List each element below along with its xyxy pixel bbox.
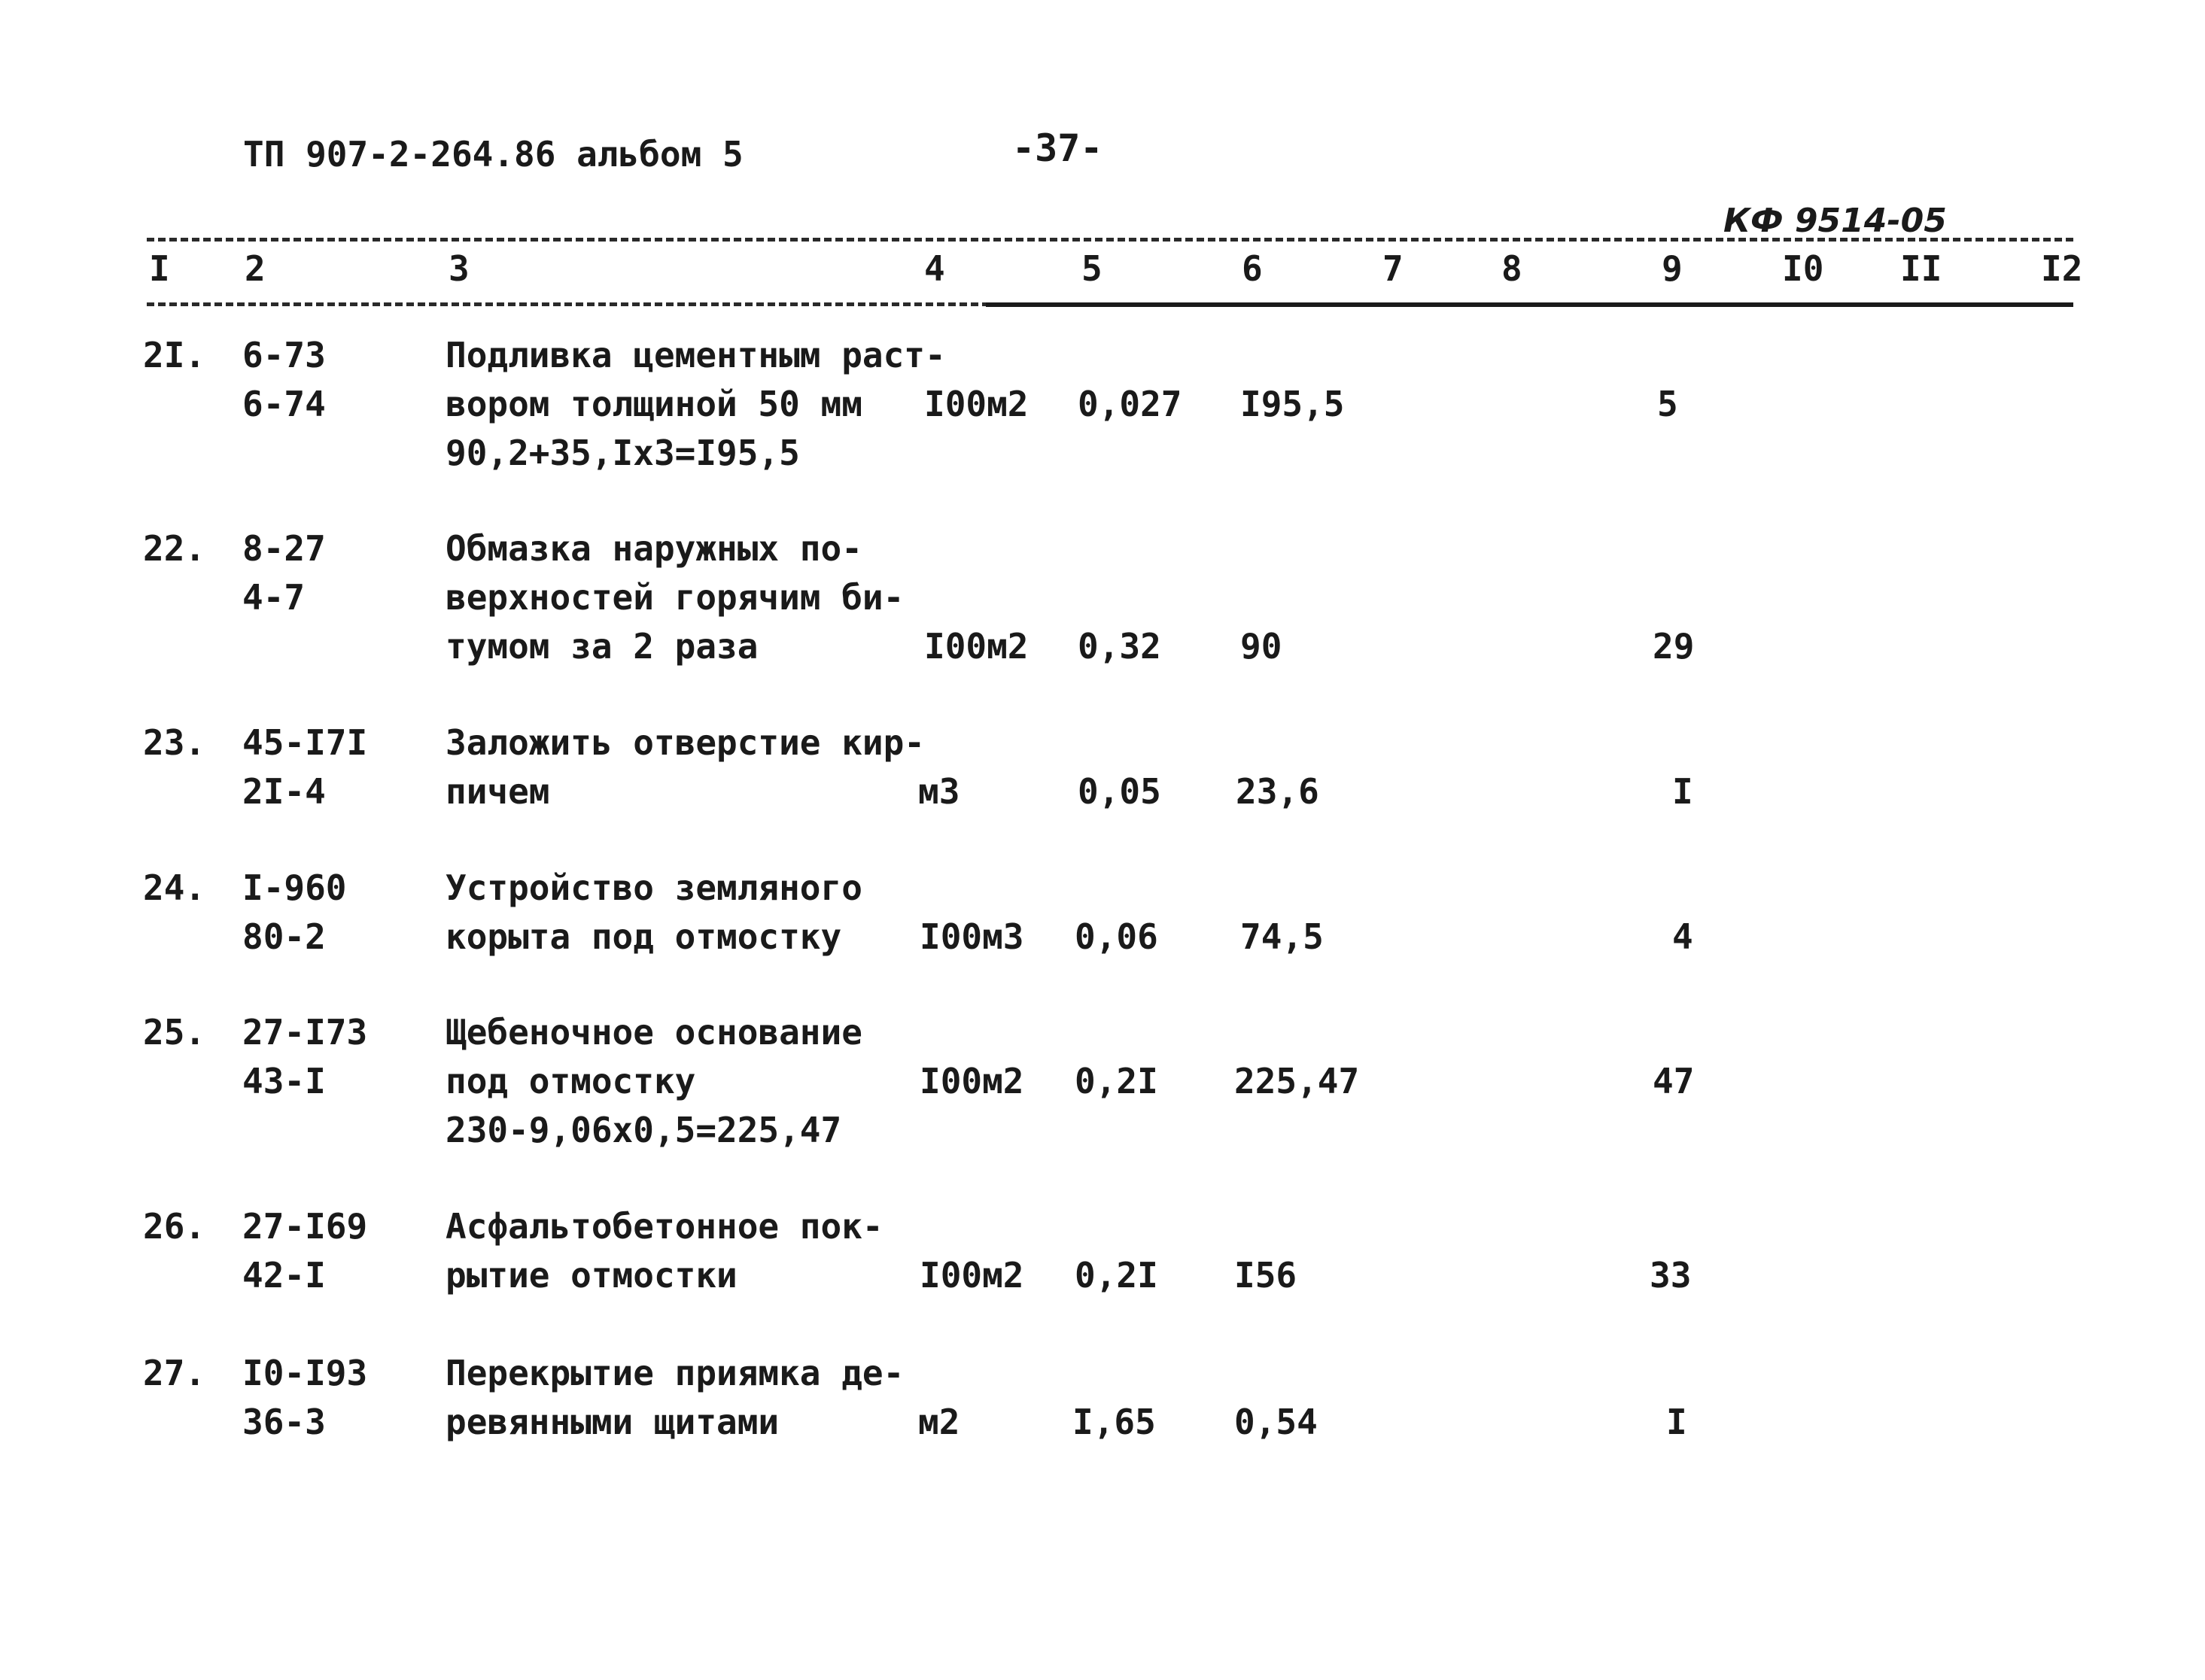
header-rule-right [986, 302, 2073, 307]
column-header: 6 [1242, 248, 1263, 289]
norm-code: 43-I [242, 1061, 326, 1101]
column-header: 2 [245, 248, 266, 289]
work-description [446, 1008, 862, 1155]
document-reference: ТП 907-2-264.86 альбом 5 [243, 134, 744, 175]
column-6-value: 74,5 [1240, 916, 1324, 957]
norm-code: I0-I93 [242, 1353, 368, 1393]
column-header: 4 [924, 248, 945, 289]
norm-code: 80-2 [242, 916, 326, 957]
quantity: 0,027 [1078, 384, 1182, 424]
description-line: Устройство земляного [446, 867, 862, 908]
norm-code: 6-73 [242, 335, 326, 375]
column-6-value: 23,6 [1236, 771, 1319, 812]
column-header: 7 [1382, 248, 1404, 289]
handwritten-stamp: КФ 9514-05 [1723, 202, 1947, 240]
column-9-value: I [1666, 1402, 1687, 1442]
description-line: Обмазка наружных по- [446, 528, 862, 569]
unit: I00м2 [920, 1255, 1024, 1296]
work-description [446, 864, 862, 962]
norm-code: 45-I7I [242, 722, 368, 763]
work-description [446, 1202, 884, 1300]
column-9-value: 47 [1653, 1061, 1695, 1101]
norm-codes [242, 1349, 367, 1447]
row-number: 2I. [143, 335, 206, 375]
row-number: 25. [143, 1012, 206, 1053]
description-line: Подливка цементным раст- [446, 335, 946, 375]
column-6-value: 90 [1240, 626, 1282, 667]
column-header: 9 [1662, 248, 1683, 289]
description-line: Перекрытие приямка де- [446, 1353, 905, 1393]
description-line: пичем [446, 771, 550, 812]
page-number: -37- [1012, 126, 1103, 170]
column-header: I0 [1782, 248, 1824, 289]
quantity: 0,2I [1075, 1061, 1158, 1101]
row-number: 27. [143, 1353, 206, 1393]
norm-codes [242, 718, 367, 816]
description-line: под отмостку [446, 1061, 696, 1101]
column-9-value: 4 [1672, 916, 1693, 957]
quantity: I,65 [1072, 1402, 1156, 1442]
row-number: 26. [143, 1206, 206, 1247]
norm-code: 2I-4 [242, 771, 326, 812]
norm-code: 36-3 [242, 1402, 326, 1442]
description-line: 230-9,06х0,5=225,47 [446, 1110, 842, 1150]
quantity: 0,32 [1078, 626, 1161, 667]
column-header: I [149, 248, 170, 289]
description-line: верхностей горячим би- [446, 577, 905, 618]
description-line: 90,2+35,Iх3=I95,5 [446, 433, 800, 473]
description-line: корыта под отмостку [446, 916, 842, 957]
norm-code: 27-I73 [242, 1012, 368, 1053]
work-description [446, 1349, 904, 1447]
header-rule-left [147, 302, 990, 306]
row-number: 22. [143, 528, 206, 569]
description-line: тумом за 2 раза [446, 626, 759, 667]
column-6-value: 225,47 [1234, 1061, 1360, 1101]
norm-codes [242, 1008, 367, 1106]
quantity: 0,05 [1078, 771, 1161, 812]
quantity: 0,2I [1075, 1255, 1158, 1296]
description-line: рытие отмостки [446, 1255, 738, 1296]
unit: I00м3 [920, 916, 1024, 957]
norm-codes [242, 1202, 367, 1300]
column-header: 3 [449, 248, 470, 289]
norm-code: 27-I69 [242, 1206, 368, 1247]
column-9-value: 29 [1653, 626, 1695, 667]
description-line: Асфальтобетонное пок- [446, 1206, 884, 1247]
column-header: I2 [2041, 248, 2083, 289]
norm-codes [242, 864, 346, 962]
unit: м2 [918, 1402, 960, 1442]
column-9-value: I [1672, 771, 1693, 812]
work-description [446, 718, 925, 816]
norm-code: 42-I [242, 1255, 326, 1296]
unit: м3 [918, 771, 960, 812]
description-line: Заложить отверстие кир- [446, 722, 925, 763]
column-header: II [1900, 248, 1942, 289]
column-9-value: 5 [1657, 384, 1678, 424]
norm-code: I-960 [242, 867, 347, 908]
norm-code: 6-74 [242, 384, 326, 424]
top-rule [147, 238, 2073, 242]
work-description [446, 331, 946, 478]
unit: I00м2 [920, 1061, 1024, 1101]
norm-code: 8-27 [242, 528, 326, 569]
description-line: вором толщиной 50 мм [446, 384, 862, 424]
unit: I00м2 [924, 626, 1029, 667]
norm-codes [242, 331, 326, 429]
norm-codes [242, 524, 326, 622]
norm-code: 4-7 [242, 577, 306, 618]
column-header: 8 [1501, 248, 1522, 289]
column-6-value: I56 [1234, 1255, 1297, 1296]
description-line: ревянными щитами [446, 1402, 780, 1442]
column-6-value: 0,54 [1234, 1402, 1318, 1442]
quantity: 0,06 [1075, 916, 1158, 957]
row-number: 24. [143, 867, 206, 908]
column-header: 5 [1081, 248, 1102, 289]
unit: I00м2 [924, 384, 1029, 424]
column-9-value: 33 [1650, 1255, 1692, 1296]
description-line: Щебеночное основание [446, 1012, 862, 1053]
row-number: 23. [143, 722, 206, 763]
column-6-value: I95,5 [1240, 384, 1345, 424]
work-description [446, 524, 904, 671]
